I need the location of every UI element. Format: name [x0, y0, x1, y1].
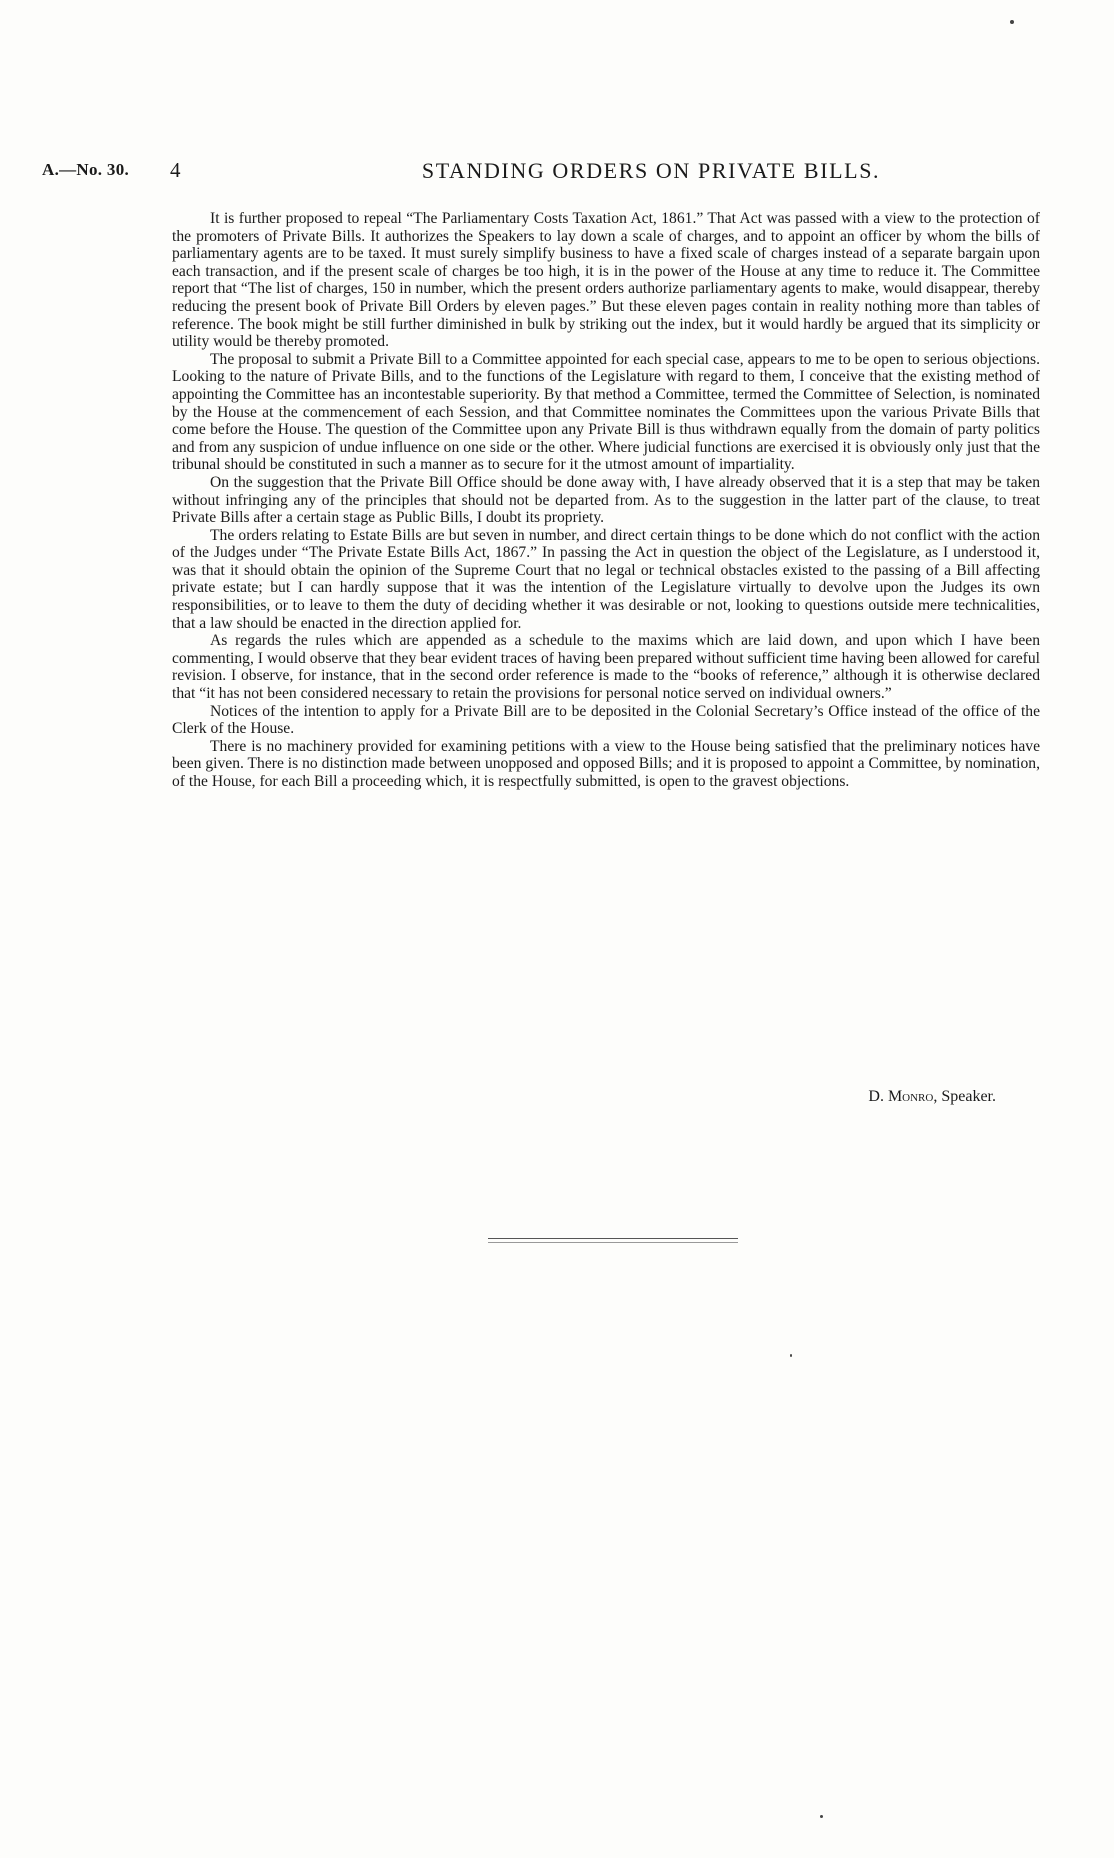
paper-speck — [790, 1354, 792, 1357]
paper-speck — [1010, 20, 1014, 24]
paragraph-private-bill-office: On the suggestion that the Private Bill Office should be done away with, I have already observed that it is a step that may be taken without infringing any of the principles that should not be departed from. As to the suggestion in the latter part of the clause, to treat Private Bills after a certain stage as Public Bills, I doubt its propriety. — [172, 473, 1040, 527]
closing-rule — [488, 1238, 738, 1243]
signatory-title: , Speaker. — [933, 1088, 996, 1105]
signature-line — [868, 1088, 996, 1106]
document-body — [172, 210, 1040, 791]
paragraph-notices: Notices of the intention to apply for a Private Bill are to be deposited in the Colonial Secretary’s Office instead of the office of the Clerk of the House. — [172, 702, 1040, 738]
paragraph-estate-bills: The orders relating to Estate Bills are but seven in number, and direct certain things to be done which do not conflict with the action of the Judges under “The Private Estate Bills Act, 1867.” In passing the Act in question the object of the Legislature, as I understood it, was that it should obtain the opinion of the Supreme Court that no legal or technical obstacles existed to the passing of a Bill affecting private estate; but I can hardly suppose that it was the intention of the Legislature virtually to devolve upon the Judges its own responsibilities, or to leave to them the duty of deciding whether it was desirable or not, looking to questions outside mere technicalities, that a law should be enacted in the direction applied for. — [172, 526, 1040, 632]
paragraph-rules-schedule: As regards the rules which are appended as a schedule to the maxims which are laid down, and upon which I have been commenting, I would observe that they bear evident traces of having been prepared without sufficient time having been allowed for careful revision. I observe, for instance, that in the second order reference is made to the “books of reference,” although it is otherwise declared that “it has not been considered necessary to retain the provisions for personal notice served on individual owners.” — [172, 632, 1040, 703]
paragraph-costs-taxation-act: It is further proposed to repeal “The Parliamentary Costs Taxation Act, 1861.” That Act was passed with a view to the protection of the promoters of Private Bills. It authorizes the Speakers to lay down a scale of charges, and to appoint an officer by whom the bills of parliamentary agents are to be taxed. It must surely simplify business to have a fixed scale of charges instead of a separate bargain upon each transaction, and if the present scale of charges be too high, it is in the power of the House at any time to reduce it. The Committee report that “The list of charges, 150 in number, which the present orders authorize parliamentary agents to make, would disappear, thereby reducing the present book of Private Bill Orders by eleven pages.” But these eleven pages contain in reality nothing more than tables of reference. The book might be still further diminished in bulk by striking out the index, but it would hardly be argued that its simplicity or utility would be thereby promoted. — [172, 210, 1040, 351]
page-title: STANDING ORDERS ON PRIVATE BILLS. — [421, 158, 881, 183]
signatory-name: D. Monro — [868, 1088, 934, 1105]
paragraph-committee-proposal: The proposal to submit a Private Bill to a Committee appointed for each special case, appears to me to be open to serious objections. Looking to the nature of Private Bills, and to the functions of the Legislature with regard to them, I conceive that the existing method of appointing the Committee has an incontestable superiority. By that method a Committee, termed the Committee of Selection, is nominated by the House at the commencement of each Session, and that Committee nominates the Committees upon the various Private Bills that come before the House. The question of the Committee upon any Private Bill is thus withdrawn equally from the domain of party politics and from any suspicion of undue influence on one side or the other. Where judicial functions are exercised it is obviously only just that the tribunal should be constituted in such a manner as to secure for it the utmost amount of impartiality. — [172, 350, 1040, 474]
paper-speck — [820, 1815, 823, 1818]
page-header — [42, 158, 1082, 188]
document-reference: A.—No. 30. — [42, 160, 130, 179]
page-number: 4 — [170, 158, 181, 182]
paragraph-machinery: There is no machinery provided for examining petitions with a view to the House being satisfied that the preliminary notices have been given. There is no distinction made between unopposed and opposed Bills; and it is proposed to appoint a Committee, by nomination, of the House, for each Bill a proceeding which, it is respectfully submitted, is open to the gravest objections. — [172, 737, 1040, 790]
